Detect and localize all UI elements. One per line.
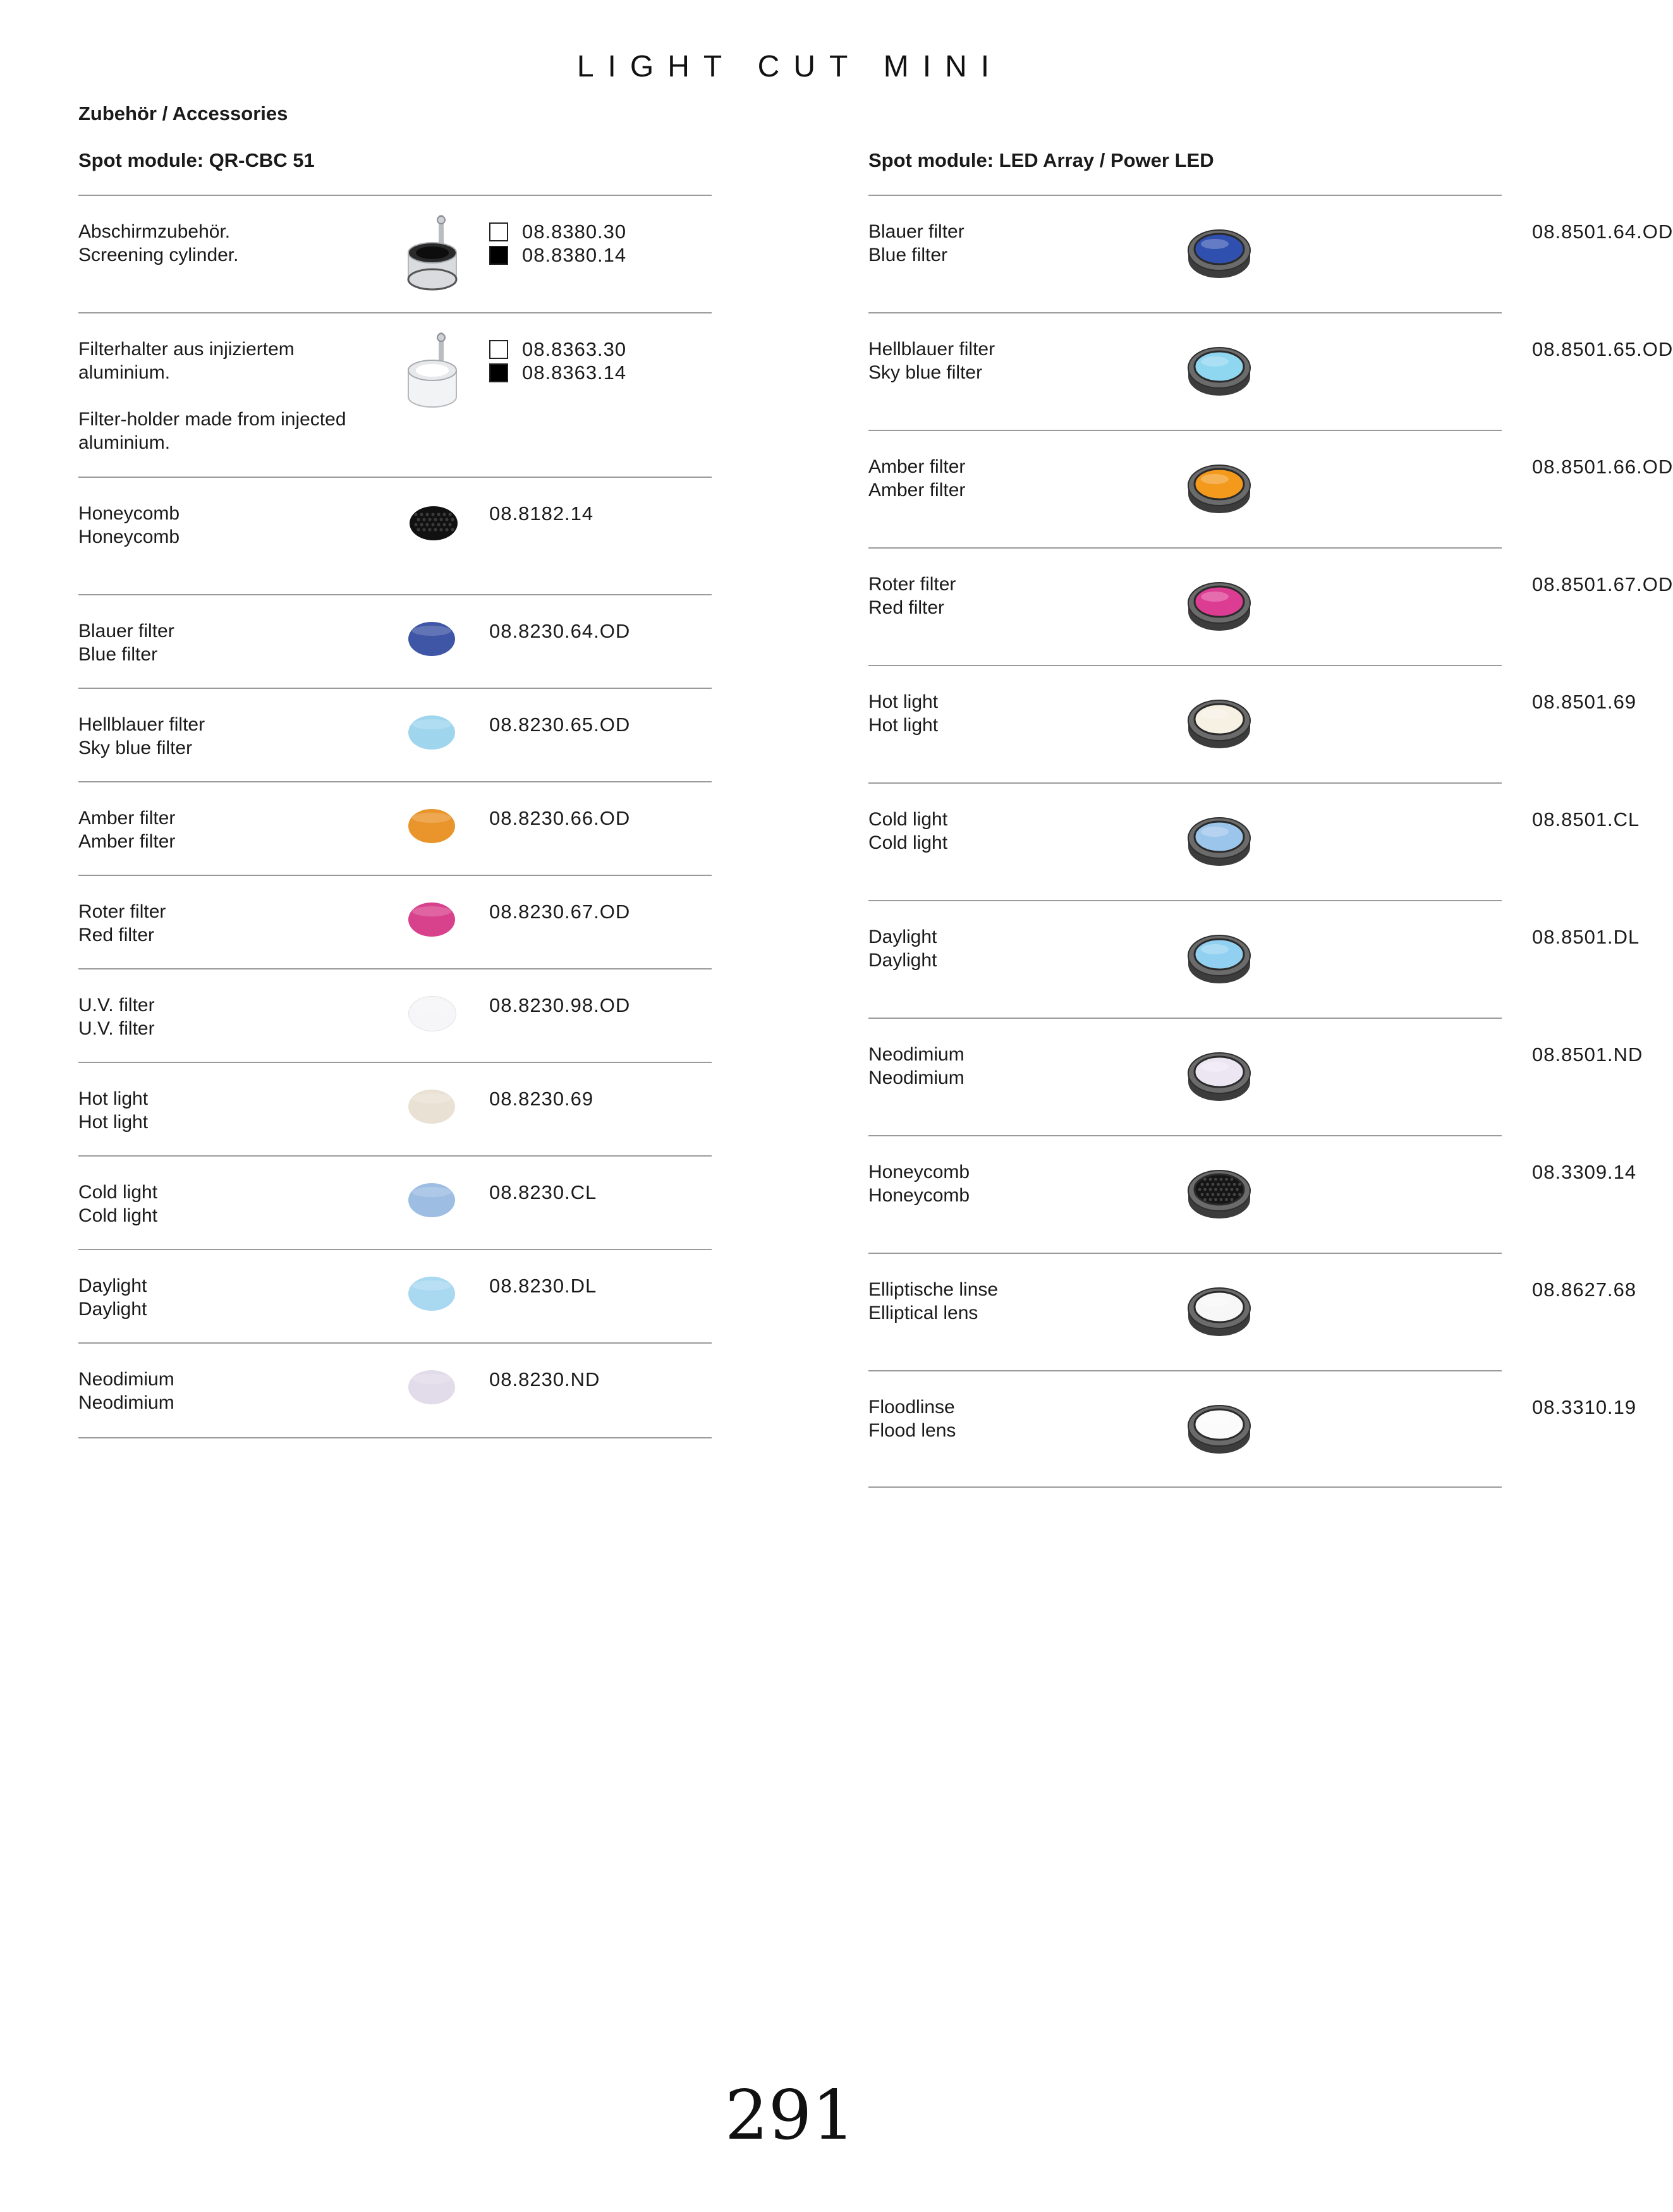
article-numbers [1532,1043,1643,1066]
item-description [78,1181,394,1227]
article-number-line [1532,808,1640,831]
left-accessory-list [78,195,712,1438]
article-numbers [1532,1160,1636,1184]
black-finish-swatch [489,246,508,265]
left-row-honeycomb [78,477,712,594]
item-description [868,455,1184,502]
description-line: U.V. filter [78,1018,155,1039]
right-row-sky-blue [868,312,1673,430]
item-description [868,690,1184,737]
article-number: 08.8380.30 [522,221,627,243]
description-line: aluminium. [78,432,171,453]
item-description [868,925,1184,972]
article-number-line [1532,1043,1643,1066]
description-line: Hot light [868,691,939,712]
white-finish-swatch [489,340,508,359]
article-numbers [489,806,630,830]
description-line: Roter filter [868,574,956,595]
filter-flood-lens-icon [1184,1395,1254,1459]
screening-cylinder-icon [401,214,464,296]
article-number: 08.8501.DL [1532,926,1640,948]
article-number-line [489,1087,593,1110]
description-line [78,384,394,408]
page-number: 291 [724,2076,856,2155]
left-row-filter-holder [78,312,712,477]
white-finish-swatch [489,222,508,241]
article-number-line [489,220,626,243]
right-row-honeycomb [868,1135,1637,1253]
left-row-amber [78,781,712,875]
description-line: aluminium. [78,362,171,383]
article-number-line [489,900,630,923]
article-numbers [489,1087,593,1110]
description-line: Hellblauer filter [78,714,205,735]
article-numbers [1532,573,1673,596]
item-description [868,573,1184,619]
product-image [1184,1395,1254,1462]
item-description [868,1278,1184,1325]
item-description [78,1274,394,1321]
article-number: 08.8380.14 [522,244,627,266]
right-row-elliptical-lens [868,1253,1637,1370]
description-line: Neodimium [868,1044,964,1065]
filter-red-swatch [408,902,455,937]
filter-blue-icon [1184,220,1254,283]
description-line: Hot light [868,715,939,736]
description-line: Daylight [868,950,937,971]
item-description [78,337,394,454]
product-image [1184,925,1254,992]
description-line: Hot light [78,1088,149,1109]
article-number: 08.8363.30 [522,338,627,360]
article-numbers [489,337,626,384]
description-line: U.V. filter [78,995,155,1016]
article-numbers [1532,925,1640,949]
article-number-line [489,361,626,384]
article-number-line [489,1274,597,1297]
left-row-neodimium [78,1342,712,1438]
article-number: 08.8230.ND [489,1368,600,1390]
product-image [1184,573,1254,639]
description-line: Screening cylinder. [78,245,239,265]
product-image [1184,337,1254,404]
description-line: Blauer filter [868,221,964,242]
description-line: Floodlinse [868,1397,955,1418]
description-line: Filterhalter aus injiziertem [78,339,295,360]
description-line: Honeycomb [868,1185,970,1206]
article-number-line [1532,1278,1636,1301]
article-numbers [1532,808,1640,831]
right-row-hot-light [868,665,1637,782]
filter-hot-light-icon [1184,690,1254,753]
article-number: 08.8230.64.OD [489,620,631,642]
article-number-line [1532,220,1673,243]
left-row-screening-cylinder [78,195,712,312]
description-line: Honeycomb [78,503,180,524]
article-numbers [489,994,630,1017]
filter-sky-blue-icon [1184,337,1254,401]
filter-holder-icon [401,331,464,413]
description-line: Cold light [78,1205,158,1226]
article-number-line [1532,1160,1636,1184]
article-number: 08.3309.14 [1532,1161,1637,1183]
filter-sky-blue-swatch [408,715,455,750]
description-line: Filter-holder made from injected [78,409,346,430]
description-line: Daylight [78,1275,147,1296]
article-number-line [489,1368,600,1391]
article-number-line [489,806,630,830]
left-row-sky-blue [78,688,712,781]
article-numbers [489,900,630,923]
product-image [401,331,464,416]
product-image [408,504,459,545]
filter-daylight-swatch [408,1277,455,1311]
article-number: 08.8501.ND [1532,1043,1643,1066]
article-number-line [489,337,626,361]
left-column-heading: Spot module: QR-CBC 51 [78,149,315,171]
item-description [78,713,394,760]
item-description [78,502,394,549]
item-description [868,220,1184,267]
article-number-line [1532,455,1673,478]
description-line: Abschirmzubehör. [78,221,231,242]
filter-amber-swatch [408,809,455,843]
article-number: 08.8501.64.OD [1532,221,1673,243]
description-line: Daylight [868,927,937,947]
item-description [868,1043,1184,1090]
item-description [78,220,394,267]
left-row-uv [78,968,712,1062]
article-number-line [489,994,630,1017]
product-image [1184,220,1254,286]
description-line: Sky blue filter [78,738,193,758]
description-line: Cold light [868,832,948,853]
article-number: 08.8363.14 [522,362,627,384]
filter-neodimium-swatch [408,1370,455,1404]
item-description [78,1087,394,1134]
description-line: Hot light [78,1112,149,1133]
black-finish-swatch [489,363,508,382]
item-description [78,994,394,1040]
description-line: Honeycomb [78,526,180,547]
description-line: Cold light [868,809,948,830]
article-number: 08.8230.65.OD [489,714,631,736]
filter-amber-icon [1184,455,1254,518]
article-number-line [1532,337,1673,361]
article-number: 08.8230.66.OD [489,807,631,829]
article-number-line [489,713,630,736]
honeycomb-icon [1184,1160,1254,1224]
article-number: 08.8501.65.OD [1532,338,1673,360]
filter-blue-swatch [408,622,455,656]
article-number-line [1532,1395,1636,1419]
article-numbers [1532,1278,1636,1301]
left-row-hot-light [78,1062,712,1155]
description-line: Red filter [868,597,945,618]
left-row-blue [78,594,712,688]
filter-neodimium-icon [1184,1043,1254,1106]
left-row-cold-light [78,1155,712,1249]
article-number: 08.8230.69 [489,1088,594,1110]
item-description [868,1160,1184,1207]
filter-daylight-icon [1184,925,1254,988]
item-description [78,806,394,853]
article-number-line [489,1181,597,1204]
article-numbers [1532,690,1636,714]
product-image [1184,1278,1254,1344]
article-numbers [489,502,593,525]
description-line: Flood lens [868,1420,956,1441]
product-image [1184,1043,1254,1109]
right-row-blue [868,195,1673,312]
left-row-red [78,875,712,968]
article-number: 08.8501.67.OD [1532,573,1673,595]
product-image [1184,455,1254,521]
description-line: Amber filter [868,456,966,477]
item-description [78,619,394,666]
article-number: 08.8501.CL [1532,808,1640,830]
filter-elliptical-lens-icon [1184,1278,1254,1341]
right-accessory-list [868,195,1673,1488]
article-number: 08.8230.DL [489,1275,597,1297]
article-numbers [1532,220,1673,243]
description-line: Elliptische linse [868,1279,999,1300]
description-line: Red filter [78,925,155,945]
article-number-line [1532,925,1640,949]
article-numbers [489,1368,600,1391]
right-row-daylight [868,900,1640,1018]
product-image [401,214,464,299]
article-number: 08.8230.CL [489,1181,597,1203]
article-number: 08.8230.67.OD [489,901,631,923]
article-number-line [489,243,626,267]
description-line: Blue filter [78,644,158,665]
filter-red-icon [1184,573,1254,636]
description-line: Blauer filter [78,621,174,641]
description-line: Hellblauer filter [868,339,995,360]
article-numbers [1532,1395,1636,1419]
description-line: Elliptical lens [868,1303,978,1323]
filter-hot-light-swatch [408,1090,455,1124]
description-line: Amber filter [78,831,176,852]
article-number-line [489,619,630,643]
article-number: 08.3310.19 [1532,1396,1637,1418]
item-description [868,337,1184,384]
article-numbers [1532,455,1673,478]
description-line: Amber filter [78,808,176,829]
article-number: 08.8501.69 [1532,691,1637,713]
article-numbers [489,619,630,643]
description-line: Cold light [78,1182,158,1203]
right-row-neodimium [868,1018,1643,1135]
right-row-amber [868,430,1673,547]
right-row-cold-light [868,782,1640,900]
section-title: Zubehör / Accessories [78,102,288,125]
description-line: Roter filter [78,901,166,922]
article-numbers [489,713,630,736]
description-line: Daylight [78,1299,147,1320]
article-number-line [1532,573,1673,596]
filter-uv-swatch [408,996,456,1031]
article-number: 08.8627.68 [1532,1279,1637,1301]
article-number-line [1532,690,1636,714]
article-numbers [489,1181,597,1204]
article-numbers [489,1274,597,1297]
description-line: Neodimium [868,1067,964,1088]
description-line: Honeycomb [868,1162,970,1182]
filter-cold-light-icon [1184,808,1254,871]
description-line: Amber filter [868,480,966,501]
item-description [78,900,394,947]
right-row-red [868,547,1673,665]
product-image [1184,1160,1254,1227]
right-column-heading: Spot module: LED Array / Power LED [868,149,1214,171]
description-line: Blue filter [868,245,948,265]
description-line: Neodimium [78,1392,174,1413]
article-numbers [489,220,626,267]
article-numbers [1532,337,1673,361]
right-row-flood-lens [868,1370,1637,1488]
article-number: 08.8230.98.OD [489,994,631,1016]
item-description [868,808,1184,854]
item-description [78,1368,394,1414]
description-line: Neodimium [78,1369,174,1390]
left-row-daylight [78,1249,712,1342]
page-title: LIGHT CUT MINI [576,50,1004,83]
article-number: 08.8182.14 [489,502,594,525]
description-line: Sky blue filter [868,362,983,383]
honeycomb-icon [408,504,459,542]
article-number-line [489,502,593,525]
filter-cold-light-swatch [408,1183,455,1217]
product-image [1184,808,1254,874]
product-image [1184,690,1254,757]
article-number: 08.8501.66.OD [1532,456,1673,478]
item-description [868,1395,1184,1442]
